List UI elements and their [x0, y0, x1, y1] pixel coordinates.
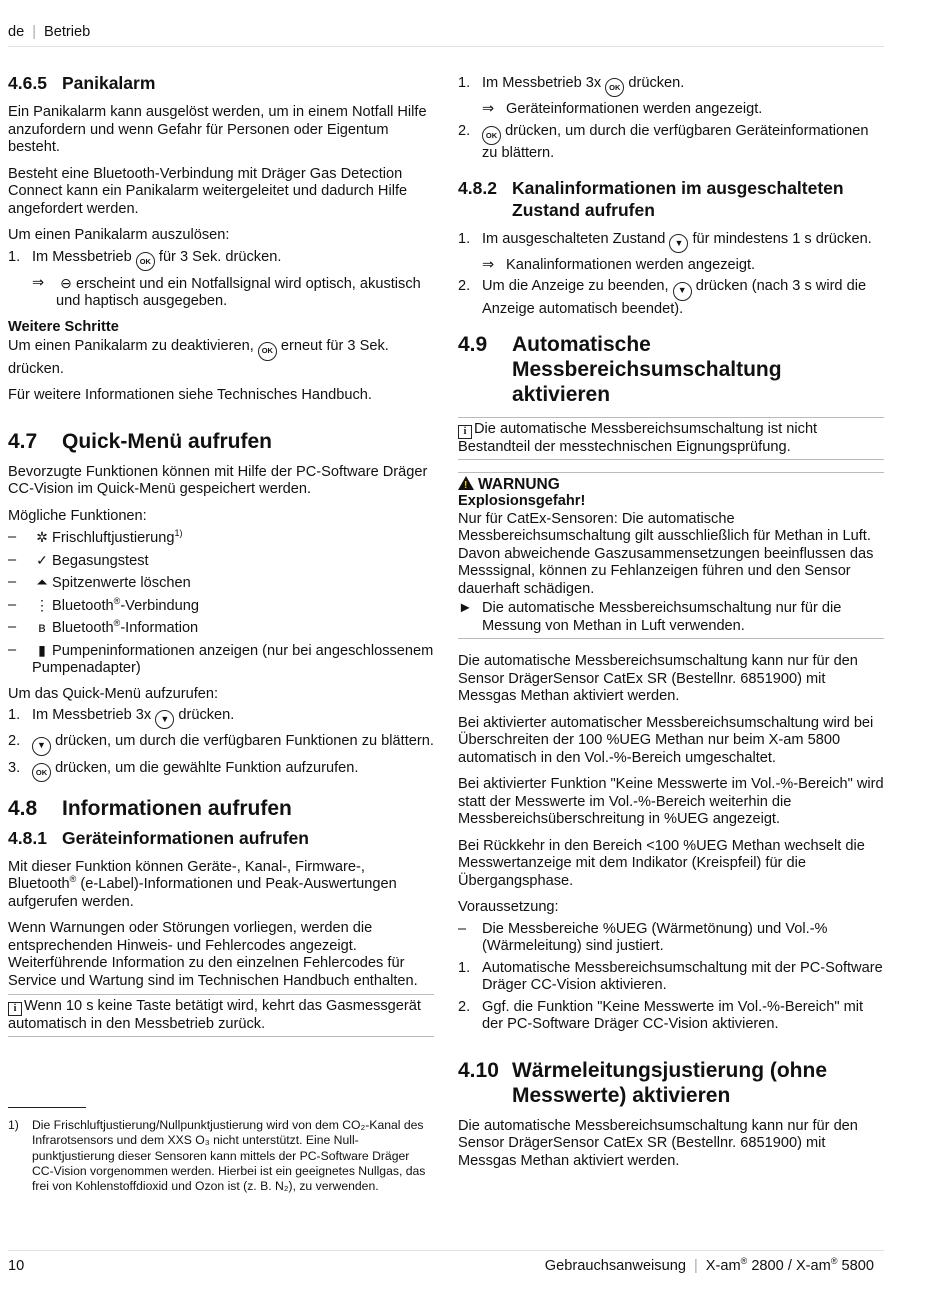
warning-title: !WARNUNG: [458, 476, 884, 494]
device-info-step-1: 1. Im Messbetrieb 3x OK drücken.: [458, 75, 884, 97]
range-switch-p4: Bei Rückkehr in den Bereich <100 %UEG Methan wechselt die Messwertanzeige mit dem Indikator (Kreispfeil) für die Übergangsphase.: [458, 837, 865, 889]
info-icon: i: [8, 1002, 22, 1016]
range-switch-p1: Die automatische Messbereichsumschaltung kann nur für den Sensor DrägerSensor CatEx SR (Bestellnr. 6851900) mit Messgas Methan aktiviert werden.: [458, 653, 858, 704]
heading-4-9: 4.9 Automatische Messbereichsumschaltung aktivieren: [458, 333, 782, 406]
panic-bluetooth: Besteht eine Bluetooth-Verbindung mit Dräger Gas Detection Connect kann ein Panikalarm weitergeleitet und dadurch Hilfe angefordert werden.: [8, 165, 408, 217]
clear-peaks-icon: ⏶: [36, 574, 48, 590]
prerequisite-label: Voraussetzung:: [458, 899, 559, 915]
range-switch-p3: Bei aktivierter Funktion "Keine Messwerte im Vol.-%-Bereich" wird statt der Messwerte im Vol.-%-Bereich weiterhin die Messbereichsüberschreitung in %UEG angezeigt.: [458, 776, 884, 827]
heading-4-8-2: 4.8.2 Kanalinformationen im ausgeschalteten Zustand aufrufen: [458, 177, 844, 220]
prerequisite-item: – Die Messbereiche %UEG (Wärmetönung) und Vol.-% (Wärmeleitung) sind justiert.: [458, 920, 828, 954]
ok-button-icon: OK: [32, 763, 51, 782]
heading-4-8: 4.8 Informationen aufrufen: [8, 796, 292, 820]
pump-icon: ▮: [38, 641, 46, 658]
quickmenu-intro: Bevorzugte Funktionen können mit Hilfe der PC-Software Dräger CC-Vision im Quick-Menü gespeichert werden.: [8, 463, 428, 497]
heading-4-7: 4.7 Quick-Menü aufrufen: [8, 429, 273, 453]
footer-rule: [8, 1250, 884, 1251]
info-icon: i: [458, 425, 472, 439]
ok-button-icon: OK: [258, 342, 277, 361]
function-bluetooth-info: – ʙ Bluetooth®-Information: [8, 618, 199, 636]
channel-info-step-2: 2. Um die Anzeige zu beenden, ▼ drücken (nach 3 s wird die Anzeige automatisch beendet).: [458, 278, 867, 317]
range-switch-note: i Die automatische Messbereichsumschaltung ist nicht Bestandteil der messtechnischen Eignungsprüfung.: [458, 417, 884, 460]
panic-trigger-label: Um einen Panikalarm auszulösen:: [8, 227, 230, 243]
down-button-icon: ▼: [669, 234, 688, 253]
right-column: [458, 75, 884, 1179]
next-steps-title: Weitere Schritte: [8, 318, 119, 335]
warning-subtitle: Explosionsgefahr!: [458, 493, 586, 509]
range-switch-p2: Bei aktivierter automatischer Messbereichsumschaltung wird bei Überschreiten der 100 %UEG Methan nur beim X-am 5800 automatisch in den Vol.-%-Bereich umgeschaltet.: [458, 714, 874, 766]
device-info-step-2: 2. OK drücken, um durch die verfügbaren Geräteinformationen zu blättern.: [458, 122, 869, 161]
quickmenu-functions-label: Mögliche Funktionen:: [8, 507, 147, 524]
quickmenu-step-2: 2. ▼ drücken, um durch die verfügbaren Funktionen zu blättern.: [8, 733, 434, 755]
device-info-note: i Wenn 10 s keine Taste betätigt wird, kehrt das Gasmessgerät automatisch in den Messbetrieb zurück.: [8, 994, 434, 1037]
panic-step-1: 1. Im Messbetrieb OK für 3 Sek. drücken.: [8, 249, 434, 271]
header-section: Betrieb: [44, 24, 91, 40]
fresh-air-icon: ✲: [36, 529, 48, 545]
range-switch-step-1: 1. Automatische Messbereichsumschaltung mit der PC-Software Dräger CC-Vision aktivieren.: [458, 959, 883, 993]
footnote-rule: [8, 1107, 86, 1108]
function-bluetooth-connection: – ⋮ Bluetooth®-Verbindung: [8, 595, 200, 614]
warning-box: [458, 472, 884, 640]
function-bump-test: – ✓ Begasungstest: [8, 551, 149, 569]
bluetooth-connect-icon: ⋮: [35, 596, 49, 613]
heading-4-8-1: 4.8.1 Geräteinformationen aufrufen: [8, 827, 309, 848]
down-button-icon: ▼: [673, 282, 692, 301]
warning-triangle-icon: [458, 476, 474, 490]
ok-button-icon: OK: [482, 126, 501, 145]
footnote: 1) Die Frischluftjustierung/Nullpunktjustierung wird von dem CO₂-Kanal des Infrarotsensors und dem XXS O₃ nicht unterstützt. Eine Nullpunktjustierung dieser Sensoren kann mittels der PC-Software Dräger CC-Vision vorgenommen werden. Hierbei ist ein geeignetes Nullgas, das frei von Kohlenstoffdioxid und Ozon ist (z. B. N₂), zu verwenden.: [8, 1118, 426, 1194]
bluetooth-info-icon: ʙ: [38, 619, 46, 635]
quickmenu-step-1: 1. Im Messbetrieb 3x ▼ drücken.: [8, 707, 434, 729]
function-pump-info: – ▮ Pumpeninformationen anzeigen (nur bei angeschlossenem Pumpenadapter): [8, 641, 434, 676]
device-info-result: ⇒ Geräteinformationen werden angezeigt.: [482, 101, 763, 118]
function-clear-peaks: – ⏶ Spitzenwerte löschen: [8, 574, 191, 591]
footer-document: Gebrauchsanweisung | X-am® 2800 / X-am® 5800: [544, 1256, 874, 1274]
ok-button-icon: OK: [136, 252, 155, 271]
panic-intro: Ein Panikalarm kann ausgelöst werden, um in einem Notfall Hilfe anzufordern und wenn Gefahr für Personen oder Eigentum besteht.: [8, 104, 427, 155]
heading-4-6-5: 4.6.5 Panikalarm: [8, 73, 156, 93]
quickmenu-step-3: 3. OK drücken, um die gewählte Funktion aufzurufen.: [8, 760, 434, 782]
warning-text: Nur für CatEx-Sensoren: Die automatische Messbereichsumschaltung gilt ausschließlich für Methan in Luft. Davon abweichende Gaszusammensetzungen beeinflussen das Messsignal, können zu Fehlanzeigen führen und den Sensor dauerhaft schädigen.: [458, 510, 874, 597]
panic-result: ⇒ ⊖ erscheint und ein Notfallsignal wird optisch, akustisch und haptisch ausgegeben.: [32, 274, 421, 310]
panic-deactivate: Um einen Panikalarm zu deaktivieren, OK erneut für 3 Sek. drücken.: [8, 338, 389, 377]
header-rule: [8, 46, 884, 47]
device-info-intro: Mit dieser Funktion können Geräte-, Kanal-, Firmware-, Bluetooth® (e-Label)-Informationen und Peak-Auswertungen aufgerufen werden.: [8, 858, 397, 910]
down-button-icon: ▼: [32, 737, 51, 756]
device-info-errors: Wenn Warnungen oder Störungen vorliegen, werden die entsprechenden Hinweis- und Fehlercodes angezeigt. Weiterführende Information zu den einzelnen Fehlercodes für Service und Wartung sind im Technischen Handbuch enthalten.: [8, 920, 418, 989]
heading-4-10: 4.10 Wärmeleitungsjustierung (ohne Messwerte) aktivieren: [458, 1058, 828, 1107]
ok-button-icon: OK: [605, 78, 624, 97]
quickmenu-open-label: Um das Quick-Menü aufzurufen:: [8, 685, 219, 702]
warning-action: ► Die automatische Messbereichsumschaltung nur für die Messung von Methan in Luft verwenden.: [458, 600, 842, 634]
down-button-icon: ▼: [155, 710, 174, 729]
range-switch-step-2: 2. Ggf. die Funktion "Keine Messwerte im Vol.-%-Bereich" mit der PC-Software Dräger CC-Vision aktivieren.: [458, 998, 864, 1032]
bump-test-icon: ✓: [36, 551, 48, 568]
thermal-conductivity-p1: Die automatische Messbereichsumschaltung kann nur für den Sensor DrägerSensor CatEx SR (Bestellnr. 6851900) mit Messgas Methan aktiviert werden.: [458, 1117, 858, 1169]
channel-info-step-1: 1. Im ausgeschalteten Zustand ▼ für mindestens 1 s drücken.: [458, 231, 884, 253]
page-number: 10: [8, 1258, 25, 1274]
channel-info-result: ⇒ Kanalinformationen werden angezeigt.: [482, 256, 756, 273]
header-separator: |: [32, 24, 37, 40]
left-column: [8, 72, 434, 1049]
panic-more-info: Für weitere Informationen siehe Technisches Handbuch.: [8, 387, 372, 403]
function-fresh-air: – ✲ Frischluftjustierung$^{1)}$: [8, 528, 183, 546]
panic-alarm-icon: ⊖: [60, 274, 72, 291]
page-header: [8, 24, 90, 42]
header-language: de: [8, 24, 25, 40]
